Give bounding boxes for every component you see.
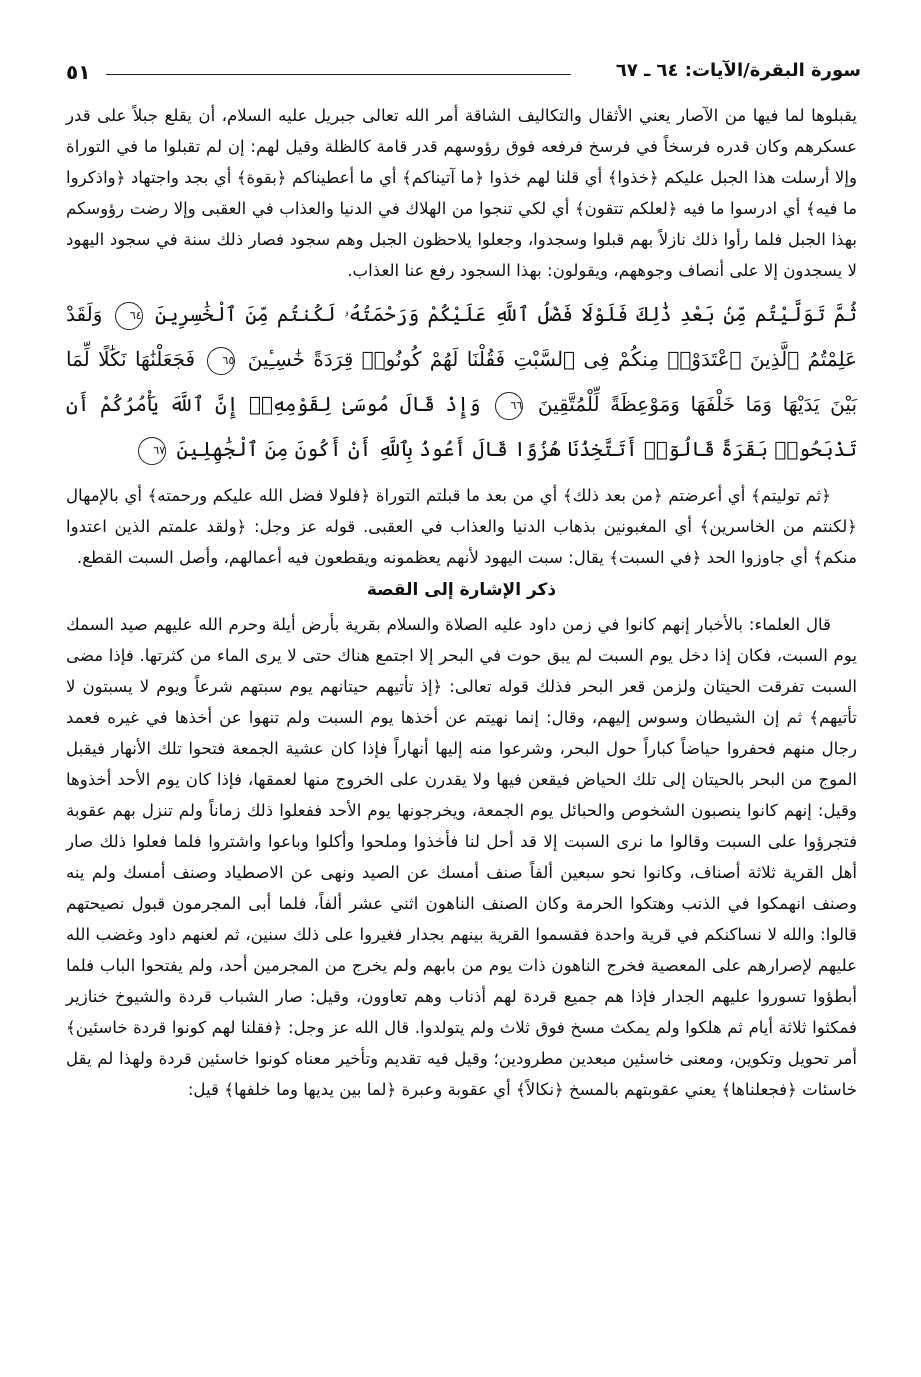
page-number: ٥١ [66,60,91,84]
verse-64: ثُمَّ تَوَلَّيْتُم مِّنۢ بَعْدِ ذَٰلِكَ فَلَوْلَا فَضْلُ ٱللَّهِ عَلَيْكُمْ وَرَحْمَتُهُۥ لَكُنتُم مِّنَ ٱلْخَٰسِرِينَ [154,302,858,326]
commentary-paragraph-2: ﴿ثم توليتم﴾ أي أعرضتم ﴿من بعد ذلك﴾ أي من بعد ما قبلتم التوراة ﴿فلولا فضل الله عليكم ورحمته﴾ أي بالإمهال ﴿لكنتم من الخاسرين﴾ أي المغبونين بذهاب الدنيا والعذاب في العقبى. قوله عز وجل: ﴿ولقد علمتم الذين اعتدوا منكم﴾ أي جاوزوا الحد ﴿في السبت﴾ يقال: سبت اليهود لأنهم يعظمونه ويقطعون فيه أعمالهم، وأصل السبت القطع. [66,486,857,567]
commentary-paragraph-1: يقبلوها لما فيها من الآصار يعني الأثقال والتكاليف الشاقة أمر الله تعالى جبريل عليه السلام، أن يقلع جبلاً على قدر عسكرهم وكان قدره فرسخاً في فرسخ فرفعه فوق رؤوسهم قدر قامة كالظلة وقيل لهم: إن لم تقبلوا ما في التوراة وإلا أرسلت هذا الجبل عليكم ﴿خذوا﴾ أي قلنا لهم خذوا ﴿ما آتيناكم﴾ أي ما أعطيناكم ﴿بقوة﴾ أي بجد واجتهاد ﴿واذكروا ما فيه﴾ أي ادرسوا ما فيه ﴿لعلكم تتقون﴾ أي لكي تنجوا من الهلاك في الدنيا والعذاب في العقبى وإلا رضت رؤوسكم بهذا الجبل فلما رأوا ذلك نازلاً بهم قبلوا وسجدوا، وجعلوا يلاحظون الجبل وهم سجود فصار ذلك سنة في سجود اليهود لا يسجدون إلا على أنصاف وجوههم، ويقولون: بهذا السجود رفع عنا العذاب. [66,106,857,280]
verse-65: وَلَقَدْ عَلِمْتُمُ ٱلَّذِينَ ٱعْتَدَوْا۟ مِنكُمْ فِى ٱلسَّبْتِ فَقُلْنَا لَهُمْ كُونُوا۟ قِرَدَةً خَٰسِـِٔينَ [66,302,857,371]
section-heading: ذكر الإشارة إلى القصة [366,580,557,600]
verse-marker-64: ٦٤ [115,302,143,330]
header-rule [106,74,571,75]
verse-marker-65: ٦٥ [207,347,235,375]
running-title: سورة البقرة/الآيات: ٦٤ ـ ٦٧ [615,60,861,81]
verse-marker-66: ٦٦ [495,392,523,420]
verse-67: وَإِذْ قَالَ مُوسَىٰ لِقَوْمِهِۦٓ إِنَّ ٱللَّهَ يَأْمُرُكُمْ أَن تَذْبَحُوا۟ بَقَرَةً قَالُوٓا۟ أَتَتَّخِذُنَا هُزُوًا قَالَ أَعُوذُ بِٱللَّهِ أَنْ أَكُونَ مِنَ ٱلْجَٰهِلِينَ [66,392,857,461]
page-header [60,58,861,88]
commentary-paragraph-3: قال العلماء: بالأخبار إنهم كانوا في زمن داود عليه الصلاة والسلام بقرية بأرض أيلة وحرم الله عليهم صيد السمك يوم السبت، فكان إذا دخل يوم السبت لم يبق حوت في البحر إلا اجتمع هناك حتى لا يرى الماء من كثرتها. فإذا مضى السبت تفرقت الحيتان ولزمن قعر البحر فذلك قوله تعالى: ﴿إذ تأتيهم حيتانهم يوم سبتهم شرعاً ويوم لا يسبتون لا تأتيهم﴾ ثم إن الشيطان وسوس إليهم، وقال: إنما نهيتم عن أخذها يوم السبت ولم تنهوا عن أخذها في غيره فعمد رجال منهم فحفروا حياضاً كباراً حول البحر، وشرعوا منه إليها أنهاراً فإذا كان عشية الجمعة فتحوا تلك الأنهار فيقبل الموج من البحر بالحيتان إلى تلك الحياض فيقعن فيها ولا يقدرن على الخروج منها لعمقها، فإذا كان يوم الأحد أخذوها وقيل: إنهم كانوا ينصبون الشخوص والحبائل يوم الجمعة، ويخرجونها يوم الأحد ففعلوا ذلك زماناً ولم تنزل بهم عقوبة فتجرؤوا على السبت وقالوا ما نرى السبت إلا قد أحل لنا فأخذوا وملحوا وأكلوا وباعوا واشتروا فلما فعلوا ذلك صار أهل القرية ثلاثة أصناف، وكانوا نحو سبعين ألفاً صنف أمسك عن الصيد ونهى عن الاصطياد وصنف أمسك ولم ينه وصنف انهمكوا في الذنب وهتكوا الحرمة وكان الصنف الناهون اثني عشر ألفاً، فلما أبى المجرمون قبول نصيحتهم قالوا: والله لا نساكنكم في قرية واحدة فقسموا القرية بينهم بجدار فغيروا على ذلك سنين، ثم لعنهم داود وغضب الله عليهم لإصرارهم على المعصية فخرج الناهون ذات يوم من بابهم ولم يخرج من المجرمين أحد، ولم يفتحوا الباب فلما أبطؤوا تسوروا عليهم الجدار فإذا هم جميع قردة لهم أذناب وهم تعاوون، وقيل: صار الشباب قردة والشيوخ خنازير فمكثوا ثلاثة أيام ثم هلكوا ولم يمكث مسخ فوق ثلاث ولم يتولدوا. قال الله عز وجل: ﴿فقلنا لهم كونوا قردة خاسئين﴾ أمر تحويل وتكوين، ومعنى خاسئين مبعدين مطرودين؛ وقيل فيه تقديم وتأخير معناه كونوا خاسئين قردة ولهذا لم يقل خاسئات ﴿فجعلناها﴾ يعني عقوبتهم بالمسخ ﴿نكالاً﴾ أي عقوبة وعبرة ﴿لما بين يديها وما خلفها﴾ قيل: [66,615,857,1099]
verse-66: فَجَعَلْنَٰهَا نَكَٰلًا لِّمَا بَيْنَ يَدَيْهَا وَمَا خَلْفَهَا وَمَوْعِظَةً لِّلْمُتَّقِينَ [66,347,858,416]
page-content [66,100,857,1105]
verse-marker-67: ٦٧ [138,437,166,465]
quran-verses [66,292,857,472]
